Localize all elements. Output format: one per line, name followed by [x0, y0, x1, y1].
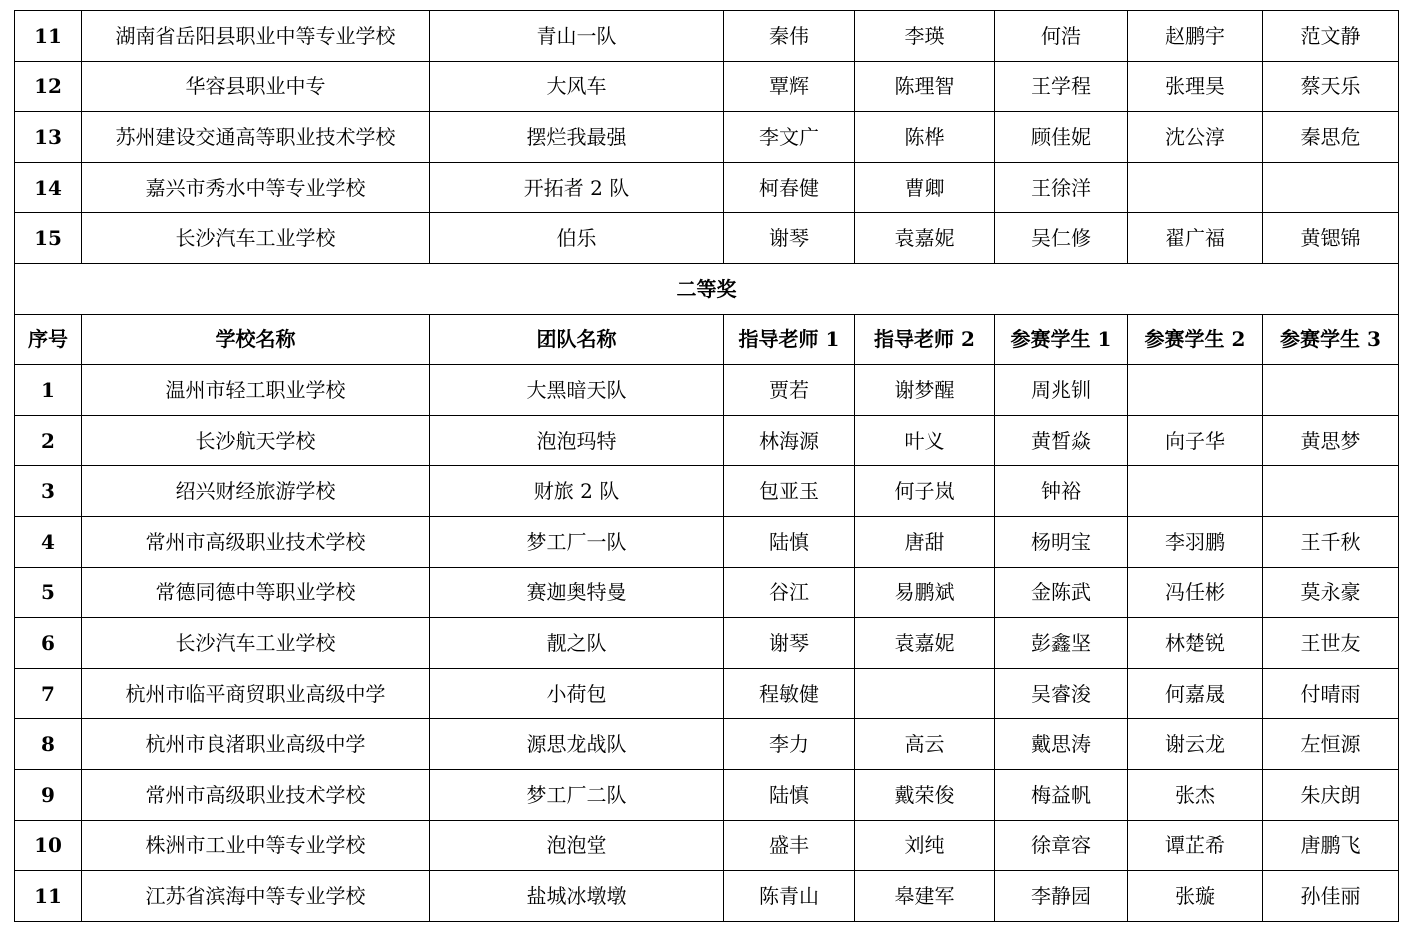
- table-row: [15, 112, 1399, 163]
- student-3: 王千秋: [1263, 516, 1399, 567]
- school-name: 杭州市临平商贸职业高级中学: [82, 668, 430, 719]
- student-3: [1263, 466, 1399, 517]
- teacher-1: 程敏健: [724, 668, 855, 719]
- school-name: 株洲市工业中等专业学校: [82, 820, 430, 871]
- teacher-1: 李力: [724, 719, 855, 770]
- student-1: 王学程: [995, 61, 1128, 112]
- row-number: 13: [15, 112, 82, 163]
- student-3: 范文静: [1263, 11, 1399, 62]
- team-name: 大黑暗天队: [430, 365, 724, 416]
- header-index: 序号: [15, 314, 82, 365]
- student-3: 黄思梦: [1263, 415, 1399, 466]
- row-number: 4: [15, 516, 82, 567]
- teacher-1: 谢琴: [724, 213, 855, 264]
- school-name: 长沙汽车工业学校: [82, 618, 430, 669]
- teacher-1: 陆慎: [724, 769, 855, 820]
- student-2: 翟广福: [1128, 213, 1263, 264]
- row-number: 9: [15, 769, 82, 820]
- student-1: 杨明宝: [995, 516, 1128, 567]
- student-2: 李羽鹏: [1128, 516, 1263, 567]
- teacher-1: 贾若: [724, 365, 855, 416]
- student-2: 林楚锐: [1128, 618, 1263, 669]
- student-1: 吴睿浚: [995, 668, 1128, 719]
- header-school: 学校名称: [82, 314, 430, 365]
- student-1: 彭鑫坚: [995, 618, 1128, 669]
- school-name: 长沙航天学校: [82, 415, 430, 466]
- row-number: 11: [15, 11, 82, 62]
- row-number: 10: [15, 820, 82, 871]
- teacher-1: 包亚玉: [724, 466, 855, 517]
- team-name: 伯乐: [430, 213, 724, 264]
- team-name: 泡泡玛特: [430, 415, 724, 466]
- teacher-2: 易鹏斌: [855, 567, 995, 618]
- header-student-1: 参赛学生 1: [995, 314, 1128, 365]
- student-1: 周兆钏: [995, 365, 1128, 416]
- teacher-2: 袁嘉妮: [855, 618, 995, 669]
- student-3: 黄锶锦: [1263, 213, 1399, 264]
- school-name: 常州市高级职业技术学校: [82, 769, 430, 820]
- teacher-1: 秦伟: [724, 11, 855, 62]
- student-1: 金陈武: [995, 567, 1128, 618]
- teacher-2: 唐甜: [855, 516, 995, 567]
- row-number: 12: [15, 61, 82, 112]
- student-2: 冯任彬: [1128, 567, 1263, 618]
- teacher-2: 皋建军: [855, 871, 995, 922]
- team-name: 开拓者 2 队: [430, 162, 724, 213]
- student-2: [1128, 162, 1263, 213]
- team-name: 财旅 2 队: [430, 466, 724, 517]
- row-number: 7: [15, 668, 82, 719]
- school-name: 绍兴财经旅游学校: [82, 466, 430, 517]
- student-2: [1128, 365, 1263, 416]
- row-number: 5: [15, 567, 82, 618]
- student-2: 张璇: [1128, 871, 1263, 922]
- teacher-2: [855, 668, 995, 719]
- row-number: 1: [15, 365, 82, 416]
- row-number: 6: [15, 618, 82, 669]
- student-2: 何嘉晟: [1128, 668, 1263, 719]
- teacher-2: 谢梦醒: [855, 365, 995, 416]
- row-number: 3: [15, 466, 82, 517]
- table-row: [15, 516, 1399, 567]
- teacher-1: 覃辉: [724, 61, 855, 112]
- student-3: 朱庆朗: [1263, 769, 1399, 820]
- school-name: 常德同德中等职业学校: [82, 567, 430, 618]
- student-3: 孙佳丽: [1263, 871, 1399, 922]
- section-header-row: [15, 263, 1399, 314]
- school-name: 长沙汽车工业学校: [82, 213, 430, 264]
- teacher-2: 袁嘉妮: [855, 213, 995, 264]
- student-1: 钟裕: [995, 466, 1128, 517]
- team-name: 大风车: [430, 61, 724, 112]
- student-3: 秦思危: [1263, 112, 1399, 163]
- student-2: 谢云龙: [1128, 719, 1263, 770]
- teacher-1: 林海源: [724, 415, 855, 466]
- team-name: 梦工厂二队: [430, 769, 724, 820]
- student-3: 左恒源: [1263, 719, 1399, 770]
- teacher-2: 何子岚: [855, 466, 995, 517]
- school-name: 常州市高级职业技术学校: [82, 516, 430, 567]
- teacher-2: 戴荣俊: [855, 769, 995, 820]
- row-number: 11: [15, 871, 82, 922]
- second-prize-title: 二等奖: [15, 263, 1399, 314]
- table-row: [15, 11, 1399, 62]
- student-3: 蔡天乐: [1263, 61, 1399, 112]
- student-3: [1263, 162, 1399, 213]
- team-name: 梦工厂一队: [430, 516, 724, 567]
- student-2: 张理昊: [1128, 61, 1263, 112]
- teacher-2: 叶义: [855, 415, 995, 466]
- table-row: [15, 61, 1399, 112]
- teacher-2: 李瑛: [855, 11, 995, 62]
- teacher-1: 谷江: [724, 567, 855, 618]
- table-row: [15, 365, 1399, 416]
- school-name: 杭州市良渚职业高级中学: [82, 719, 430, 770]
- student-2: 沈公淳: [1128, 112, 1263, 163]
- teacher-1: 谢琴: [724, 618, 855, 669]
- header-team: 团队名称: [430, 314, 724, 365]
- teacher-1: 陈青山: [724, 871, 855, 922]
- teacher-1: 李文广: [724, 112, 855, 163]
- row-number: 2: [15, 415, 82, 466]
- team-name: 源思龙战队: [430, 719, 724, 770]
- table-row: [15, 567, 1399, 618]
- header-teacher-1: 指导老师 1: [724, 314, 855, 365]
- school-name: 湖南省岳阳县职业中等专业学校: [82, 11, 430, 62]
- student-1: 李静园: [995, 871, 1128, 922]
- school-name: 嘉兴市秀水中等专业学校: [82, 162, 430, 213]
- teacher-1: 盛丰: [724, 820, 855, 871]
- teacher-2: 陈理智: [855, 61, 995, 112]
- table-row: [15, 719, 1399, 770]
- teacher-2: 刘纯: [855, 820, 995, 871]
- row-number: 8: [15, 719, 82, 770]
- school-name: 华容县职业中专: [82, 61, 430, 112]
- table-row: [15, 466, 1399, 517]
- awards-table: [14, 10, 1399, 922]
- teacher-2: 高云: [855, 719, 995, 770]
- header-student-3: 参赛学生 3: [1263, 314, 1399, 365]
- student-2: 谭芷希: [1128, 820, 1263, 871]
- student-1: 吴仁修: [995, 213, 1128, 264]
- team-name: 小荷包: [430, 668, 724, 719]
- team-name: 泡泡堂: [430, 820, 724, 871]
- student-1: 王徐洋: [995, 162, 1128, 213]
- student-1: 徐章容: [995, 820, 1128, 871]
- student-2: 张杰: [1128, 769, 1263, 820]
- student-1: 何浩: [995, 11, 1128, 62]
- student-1: 顾佳妮: [995, 112, 1128, 163]
- header-student-2: 参赛学生 2: [1128, 314, 1263, 365]
- table-row: [15, 162, 1399, 213]
- school-name: 苏州建设交通高等职业技术学校: [82, 112, 430, 163]
- table-row: [15, 415, 1399, 466]
- team-name: 青山一队: [430, 11, 724, 62]
- team-name: 摆烂我最强: [430, 112, 724, 163]
- school-name: 温州市轻工职业学校: [82, 365, 430, 416]
- team-name: 靓之队: [430, 618, 724, 669]
- team-name: 盐城冰墩墩: [430, 871, 724, 922]
- table-row: [15, 769, 1399, 820]
- school-name: 江苏省滨海中等专业学校: [82, 871, 430, 922]
- student-2: 赵鹏宇: [1128, 11, 1263, 62]
- header-teacher-2: 指导老师 2: [855, 314, 995, 365]
- student-2: 向子华: [1128, 415, 1263, 466]
- team-name: 赛迦奥特曼: [430, 567, 724, 618]
- teacher-2: 曹卿: [855, 162, 995, 213]
- table-row: [15, 871, 1399, 922]
- row-number: 15: [15, 213, 82, 264]
- teacher-1: 柯春健: [724, 162, 855, 213]
- teacher-1: 陆慎: [724, 516, 855, 567]
- student-1: 黄晳焱: [995, 415, 1128, 466]
- student-1: 梅益帆: [995, 769, 1128, 820]
- table-row: [15, 618, 1399, 669]
- student-3: 莫永豪: [1263, 567, 1399, 618]
- teacher-2: 陈桦: [855, 112, 995, 163]
- column-header-row: [15, 314, 1399, 365]
- student-1: 戴思涛: [995, 719, 1128, 770]
- table-row: [15, 668, 1399, 719]
- student-3: [1263, 365, 1399, 416]
- student-3: 唐鹏飞: [1263, 820, 1399, 871]
- table-row: [15, 213, 1399, 264]
- table-row: [15, 820, 1399, 871]
- student-3: 付晴雨: [1263, 668, 1399, 719]
- student-3: 王世友: [1263, 618, 1399, 669]
- row-number: 14: [15, 162, 82, 213]
- student-2: [1128, 466, 1263, 517]
